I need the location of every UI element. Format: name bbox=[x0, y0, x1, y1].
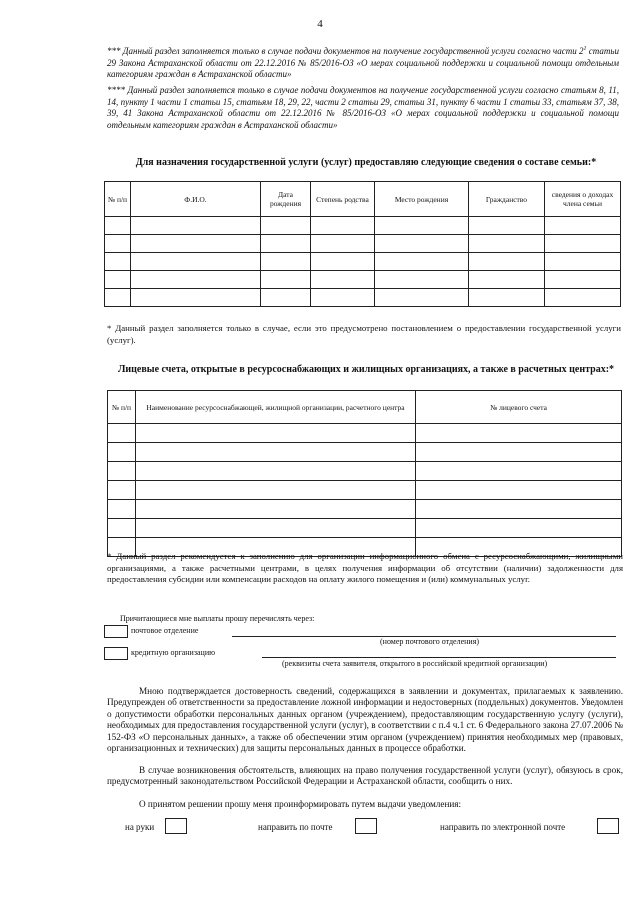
notify-email-checkbox[interactable] bbox=[597, 818, 619, 834]
header-cell: № п/п bbox=[108, 391, 136, 424]
credit-org-checkbox[interactable] bbox=[104, 647, 128, 660]
family-table-row[interactable] bbox=[105, 289, 621, 307]
post-office-caption: (номер почтового отделения) bbox=[380, 637, 480, 646]
accounts-table-row[interactable] bbox=[108, 481, 622, 500]
family-table-row[interactable] bbox=[105, 253, 621, 271]
note-3-text: Данный раздел заполняется только в случае подачи документов на получение государственной услуги согласно части 2 bbox=[122, 46, 584, 56]
family-table-row[interactable] bbox=[105, 217, 621, 235]
accounts-table-row[interactable] bbox=[108, 519, 622, 538]
notify-hand-checkbox[interactable] bbox=[165, 818, 187, 834]
header-cell: сведения о доходах члена семьи bbox=[545, 182, 621, 217]
header-cell: Место рождения bbox=[375, 182, 469, 217]
header-cell: Дата рождения bbox=[261, 182, 311, 217]
family-section-title: Для назначения государственной услуги (услуг) предоставляю следующие сведения о составе семьи:* bbox=[135, 157, 597, 168]
family-footnote: * Данный раздел заполняется только в случае, если это предусмотрено постановлением о предоставлении государственной услуги (услуг). bbox=[107, 323, 621, 345]
header-cell: Гражданство bbox=[469, 182, 545, 217]
header-cell: Степень родства bbox=[311, 182, 375, 217]
family-table-row[interactable] bbox=[105, 271, 621, 289]
header-cell: Ф.И.О. bbox=[131, 182, 261, 217]
accounts-table-row[interactable] bbox=[108, 500, 622, 519]
page-number: 4 bbox=[317, 18, 323, 30]
post-office-label: почтовое отделение bbox=[131, 626, 199, 635]
note-four-stars: **** Данный раздел заполняется только в случае подачи документов на получение государственной услуги согласно статьям 8, 11, 14, пункту 1 части 1 статьи 15, статьям 18, 29, 22, части 2 статьи 29, статьи 31, пункту 6 части 1 статьи 33, статьям 37, 38, 39, 41 Закона Астраханской области от 22.12.2016 № 85/2016-ОЗ «О мерах социальной поддержки и социальной помощи отдельным категориям граждан в Астраханской области» bbox=[107, 85, 619, 130]
confirmation-paragraph: Мною подтверждается достоверность сведений, содержащихся в заявлении и документах, прилагаемых к заявлению. Предупрежден об ответственности за предоставление ложной информации и недостоверных (поддельных) документов. Уведомлен о допустимости обработки персональных данных органом (учреждением), предоставляющим государственную услугу (услуги), необходимых для предоставления государственной услуги (услуг), в соответствии с п.4 ч.1 ст. 6 Федерального закона 27.07.2006 № 152-ФЗ «О персональных данных», а также об обеспечении этим органом (учреждением) принятия необходимых мер (правовых, организационных и технических) для защиты персональных данных в процессе обработки. bbox=[107, 686, 623, 754]
payment-intro: Причитающиеся мне выплаты прошу перечислять через: bbox=[120, 614, 315, 623]
obligation-paragraph: В случае возникновения обстоятельств, влияющих на право получения государственной услуги (услуг), обязуюсь в срок, предусмотренный законодательством Российской Федерации и Астраханской области, сообщить о них. bbox=[107, 765, 623, 787]
credit-org-details-line[interactable] bbox=[262, 657, 616, 658]
family-table-row[interactable] bbox=[105, 235, 621, 253]
post-office-checkbox[interactable] bbox=[104, 625, 128, 638]
note-3-prefix: *** bbox=[107, 46, 123, 56]
notify-post-checkbox[interactable] bbox=[355, 818, 377, 834]
family-table-header bbox=[105, 182, 621, 217]
accounts-footnote: * Данный раздел рекомендуется к заполнению для организации информационного обмена с ресурсоснабжающими, жилищными организациями, а также расчетными центрами, в целях получения информации об отсутствии (наличии) задолженности для предоставления субсидии или компенсации расходов на оплату жилого помещения и (или) коммунальных услуг. bbox=[107, 551, 623, 584]
accounts-table-header bbox=[108, 391, 622, 424]
credit-org-caption: (реквизиты счета заявителя, открытого в российской кредитной организации) bbox=[282, 659, 548, 668]
notification-intro: О принятом решении прошу меня проинформировать путем выдачи уведомления: bbox=[139, 799, 462, 809]
credit-org-label: кредитную организацию bbox=[131, 648, 216, 657]
header-cell: № лицевого счета bbox=[416, 391, 622, 424]
header-cell: № п/п bbox=[105, 182, 131, 217]
notify-hand-label: на руки bbox=[125, 822, 155, 832]
family-table bbox=[104, 181, 621, 307]
note-3-sup: 1 bbox=[583, 46, 587, 52]
accounts-table-row[interactable] bbox=[108, 443, 622, 462]
accounts-table-row[interactable] bbox=[108, 424, 622, 443]
accounts-table-row[interactable] bbox=[108, 462, 622, 481]
accounts-section-title: Лицевые счета, открытые в ресурсоснабжающих и жилищных организациях, а также в расчетных центрах:* bbox=[117, 364, 615, 375]
notify-post-label: направить по почте bbox=[258, 822, 333, 832]
note-3-rest: статьи 29 Закона Астраханской области от 22.12.2016 № 85/2016-ОЗ «О мерах социальной поддержки и социальной помощи отдельным категориям граждан в Астраханской области» bbox=[107, 46, 619, 79]
notify-email-label: направить по электронной почте bbox=[440, 822, 566, 832]
header-cell: Наименование ресурсоснабжающей, жилищной организации, расчетного центра bbox=[136, 391, 416, 424]
note-three-stars bbox=[107, 44, 619, 81]
accounts-table bbox=[107, 390, 622, 557]
